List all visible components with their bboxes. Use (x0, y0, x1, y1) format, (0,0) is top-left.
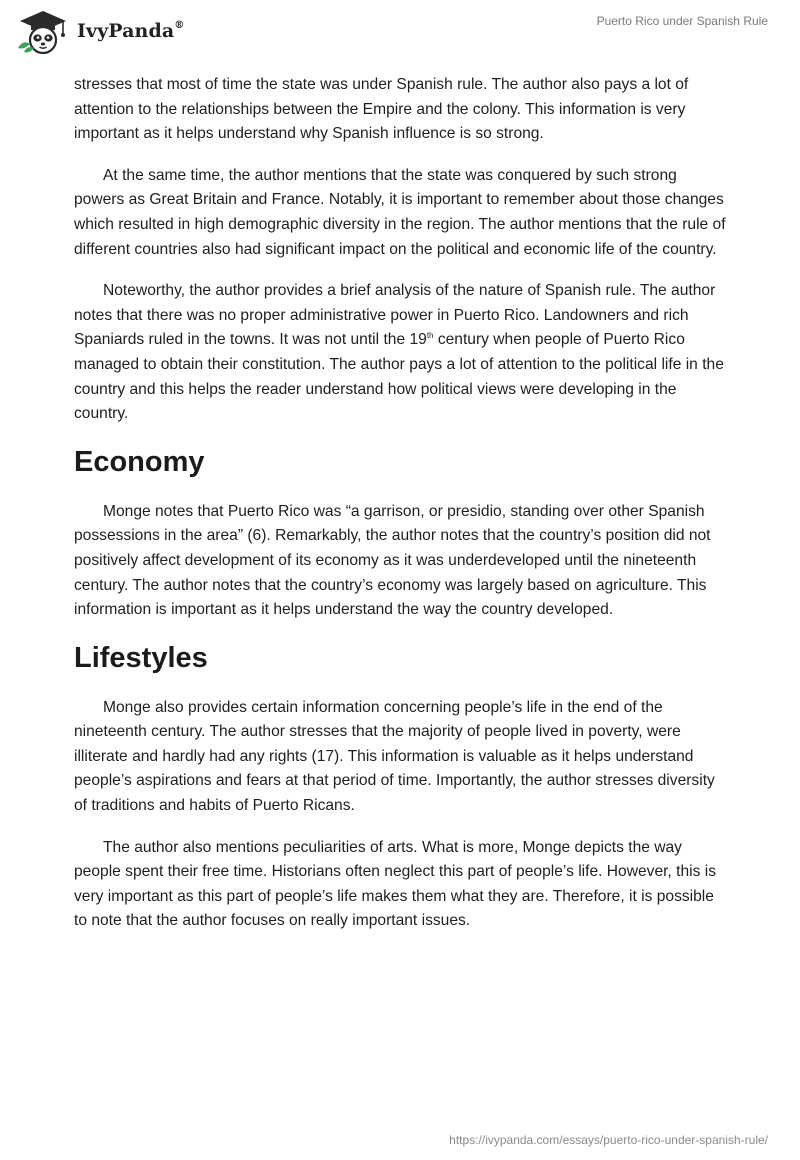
essay-body (74, 73, 726, 951)
running-title: Puerto Rico under Spanish Rule (596, 14, 768, 28)
paragraph: Monge notes that Puerto Rico was “a garrison, or presidio, standing over other Spanish possessions in the area” (6). Remarkably, the author notes that the country’s position did not positively affect development of its economy as it was underdeveloped until the nineteenth century. The author notes that the country’s economy was largely based on agriculture. This information is important as it helps understand the way the country developed. (74, 502, 711, 619)
paragraph: The author also mentions peculiarities of arts. What is more, Monge depicts the way people spent their free time. Historians often neglect this part of people’s life. However, this is very important as this part of people’s life makes them what they are. Therefore, it is possible to note that the author focuses on really important issues. (74, 838, 716, 930)
section-heading-economy: Economy (74, 445, 205, 478)
source-url[interactable]: https://ivypanda.com/essays/puerto-rico-under-spanish-rule/ (449, 1133, 768, 1147)
paragraph: stresses that most of time the state was under Spanish rule. The author also pays a lot of attention to the relationships between the Empire and the colony. This information is very important as it helps understand why Spanish influence is so strong. (74, 76, 689, 143)
ivypanda-logo[interactable] (14, 8, 184, 54)
paragraph: At the same time, the author mentions that the state was conquered by such strong powers as Great Britain and France. Notably, it is important to remember about those changes which resulted in high demographic diversity in the region. The author mentions that the rule of different countries also had significant impact on the political and economic life of the country. (74, 166, 726, 258)
page-header (0, 0, 800, 62)
panda-graduation-cap-icon (14, 8, 72, 54)
paragraph: Monge also provides certain information concerning people’s life in the end of the nineteenth century. The author stresses that the majority of people lived in poverty, were illiterate and hardly had any rights (17). This information is valuable as it helps understand people’s aspirations and fears at that period of time. Importantly, the author stresses diversity of traditions and habits of Puerto Ricans. (74, 698, 715, 815)
section-heading-lifestyles: Lifestyles (74, 641, 208, 674)
brand-name: IvyPanda® (77, 19, 185, 42)
paragraph: Noteworthy, the author provides a brief analysis of the nature of Spanish rule. The author notes that there was no proper administrative power in Puerto Rico. Landowners and rich Spaniards ruled in the towns. It was not until the 19th century when people of Puerto Rico managed to obtain their constitution. The author pays a lot of attention to the political life in the country and this helps the reader understand how political views were developing in the country. (74, 282, 724, 423)
